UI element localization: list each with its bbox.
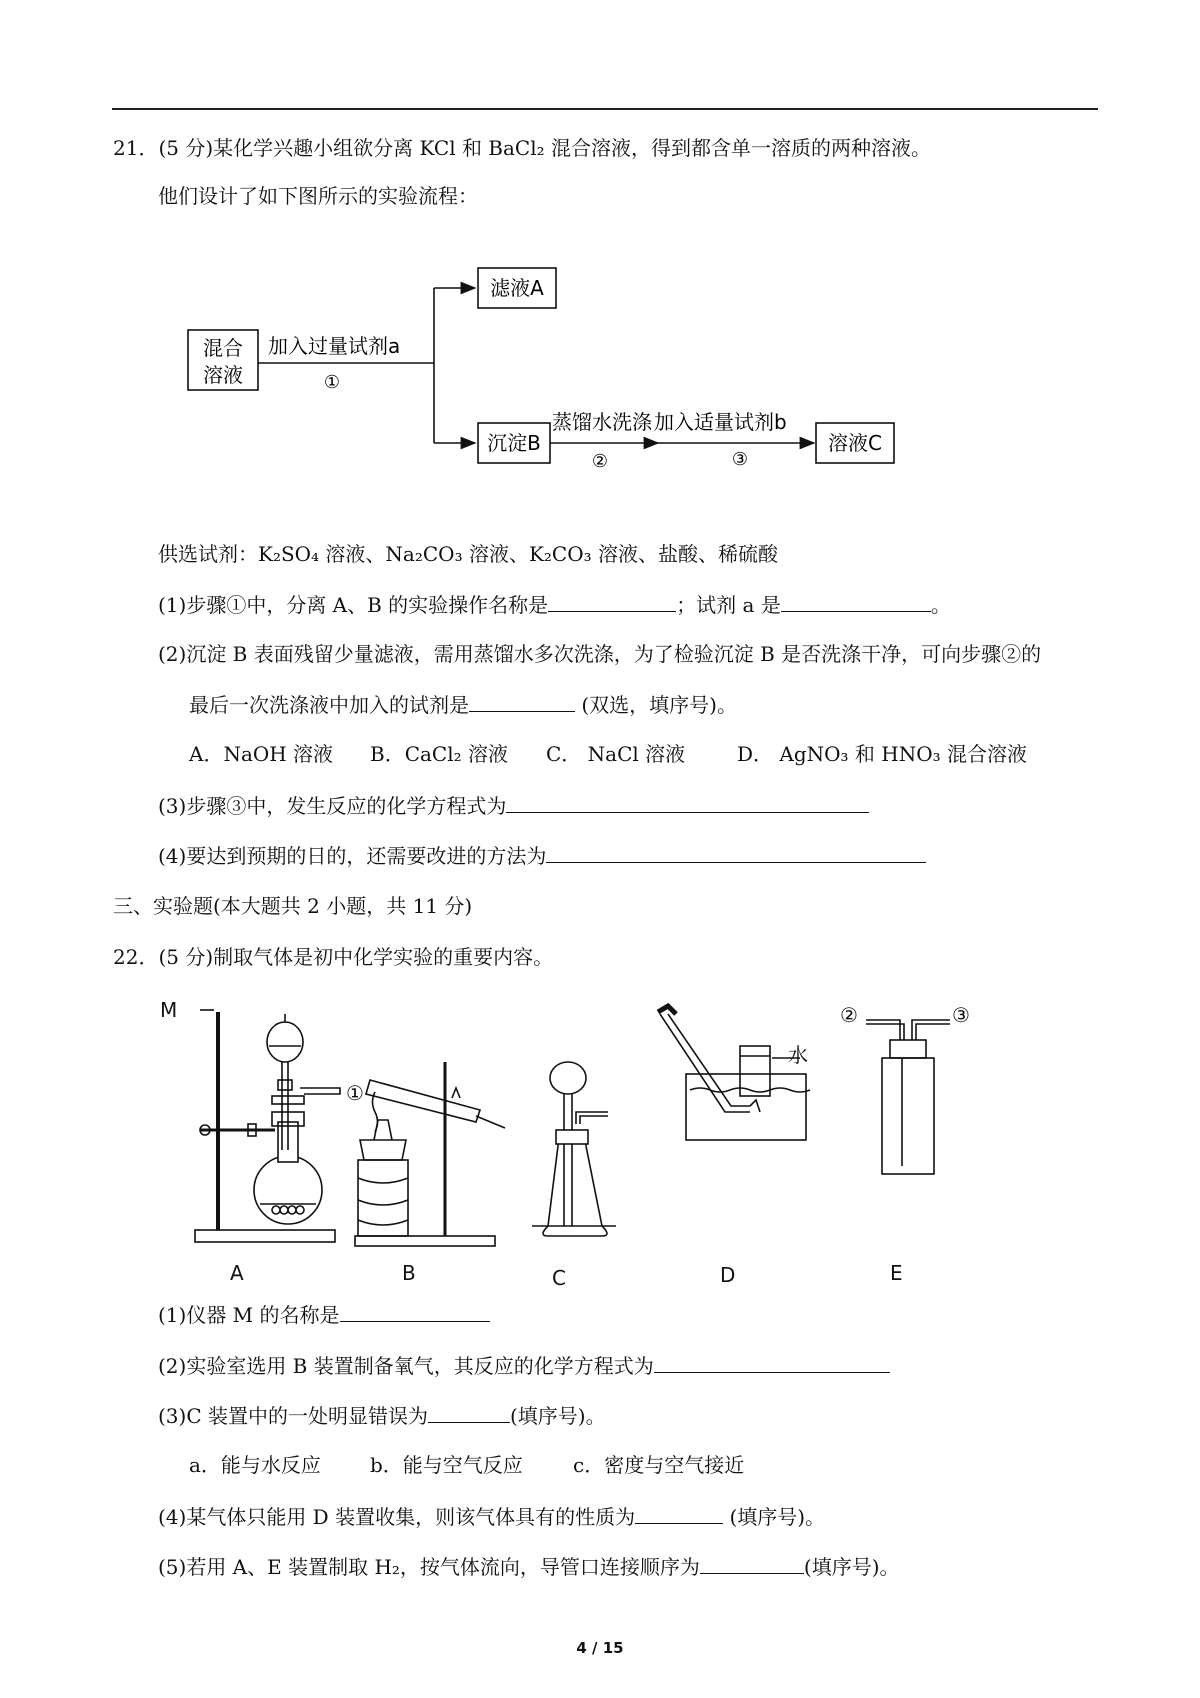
q22-stem: 22．(5 分)制取气体是初中化学实验的重要内容。 bbox=[113, 945, 554, 969]
apparatus-c bbox=[532, 1062, 616, 1236]
q21-part2-cont: 最后一次洗涤液中加入的试剂是 (双选，填序号)。 bbox=[189, 693, 737, 717]
port-3: ③ bbox=[952, 1003, 970, 1027]
label-e: E bbox=[890, 1261, 903, 1285]
q21-part1: (1)步骤①中，分离 A、B 的实验操作名称是 ；试剂 a 是 。 bbox=[158, 593, 951, 617]
q22-part1: (1)仪器 M 的名称是 bbox=[158, 1301, 490, 1328]
mixed-solution-label-1: 混合 bbox=[203, 336, 243, 360]
q21-option-c: C． NaCl 溶液 bbox=[546, 742, 686, 766]
label-c: C bbox=[552, 1266, 566, 1290]
q22-part3: (3)C 装置中的一处明显错误为 (填序号)。 bbox=[158, 1404, 606, 1428]
label-a: A bbox=[230, 1261, 244, 1285]
step3-label: 加入适量试剂b bbox=[654, 410, 787, 434]
port-1: ① bbox=[346, 1081, 364, 1105]
answer-blank[interactable] bbox=[548, 591, 676, 612]
mixed-solution-label-2: 溶液 bbox=[203, 363, 243, 387]
answer-blank[interactable] bbox=[654, 1352, 890, 1373]
q21-part2: (2)沉淀 B 表面残留少量滤液，需用蒸馏水多次洗涤，为了检验沉淀 B 是否洗涤干净，可向步骤②的 bbox=[158, 642, 1042, 666]
label-m: M bbox=[160, 1000, 178, 1022]
filtrate-a-label: 滤液A bbox=[490, 276, 544, 300]
apparatus-e bbox=[866, 1020, 950, 1174]
apparatus-a bbox=[195, 1010, 340, 1242]
answer-blank[interactable] bbox=[428, 1402, 510, 1423]
answer-blank[interactable] bbox=[506, 792, 869, 813]
step1-number: ① bbox=[323, 372, 341, 393]
q21-part4: (4)要达到预期的日的，还需要改进的方法为 bbox=[158, 842, 926, 869]
q21-reagents: 供选试剂：K₂SO₄ 溶液、Na₂CO₃ 溶液、K₂CO₃ 溶液、盐酸、稀硫酸 bbox=[158, 542, 778, 566]
precipitate-b-label: 沉淀B bbox=[487, 431, 541, 455]
q21-stem-2: 他们设计了如下图所示的实验流程： bbox=[158, 184, 478, 208]
step2-label: 蒸馏水洗涤 bbox=[552, 410, 652, 434]
answer-blank[interactable] bbox=[635, 1503, 723, 1524]
label-b: B bbox=[402, 1261, 416, 1285]
apparatus-b bbox=[355, 1062, 505, 1246]
answer-blank[interactable] bbox=[546, 842, 926, 863]
answer-blank[interactable] bbox=[469, 691, 575, 712]
q22-part5: (5)若用 A、E 装置制取 H₂，按气体流向，导管口连接顺序为 (填序号)。 bbox=[158, 1555, 900, 1579]
gas-apparatus-figure bbox=[160, 1000, 1080, 1290]
q21-option-a: A．NaOH 溶液 bbox=[189, 742, 334, 766]
q22-part2: (2)实验室选用 B 装置制备氧气，其反应的化学方程式为 bbox=[158, 1352, 890, 1379]
q21-stem: 21．(5 分)某化学兴趣小组欲分离 KCl 和 BaCl₂ 混合溶液，得到都含单一溶质的两种溶液。 bbox=[113, 136, 932, 160]
section-heading: 三、实验题(本大题共 2 小题，共 11 分) bbox=[113, 894, 473, 918]
header-rule bbox=[112, 108, 1098, 110]
label-d: D bbox=[720, 1263, 736, 1287]
q21-part3: (3)步骤③中，发生反应的化学方程式为 bbox=[158, 792, 869, 819]
step2-number: ② bbox=[591, 451, 609, 472]
q22-option-a: a．能与水反应 bbox=[189, 1453, 321, 1477]
q22-part4: (4)某气体只能用 D 装置收集，则该气体具有的性质为 (填序号)。 bbox=[158, 1505, 826, 1529]
q22-option-b: b．能与空气反应 bbox=[370, 1453, 523, 1477]
q22-option-c: c．密度与空气接近 bbox=[573, 1453, 745, 1477]
water-label: 水 bbox=[788, 1043, 808, 1067]
q21-option-d: D． AgNO₃ 和 HNO₃ 混合溶液 bbox=[737, 742, 1027, 766]
answer-blank[interactable] bbox=[700, 1553, 804, 1574]
page-number: 4 / 15 bbox=[576, 1639, 624, 1657]
step1-label: 加入过量试剂a bbox=[268, 334, 401, 358]
separation-flowchart bbox=[180, 255, 980, 485]
q21-option-b: B．CaCl₂ 溶液 bbox=[370, 742, 508, 766]
apparatus-d bbox=[658, 1006, 810, 1140]
step3-number: ③ bbox=[731, 449, 749, 470]
answer-blank[interactable] bbox=[781, 591, 931, 612]
port-2: ② bbox=[840, 1003, 858, 1027]
solution-c-label: 溶液C bbox=[828, 431, 882, 455]
answer-blank[interactable] bbox=[340, 1301, 490, 1322]
